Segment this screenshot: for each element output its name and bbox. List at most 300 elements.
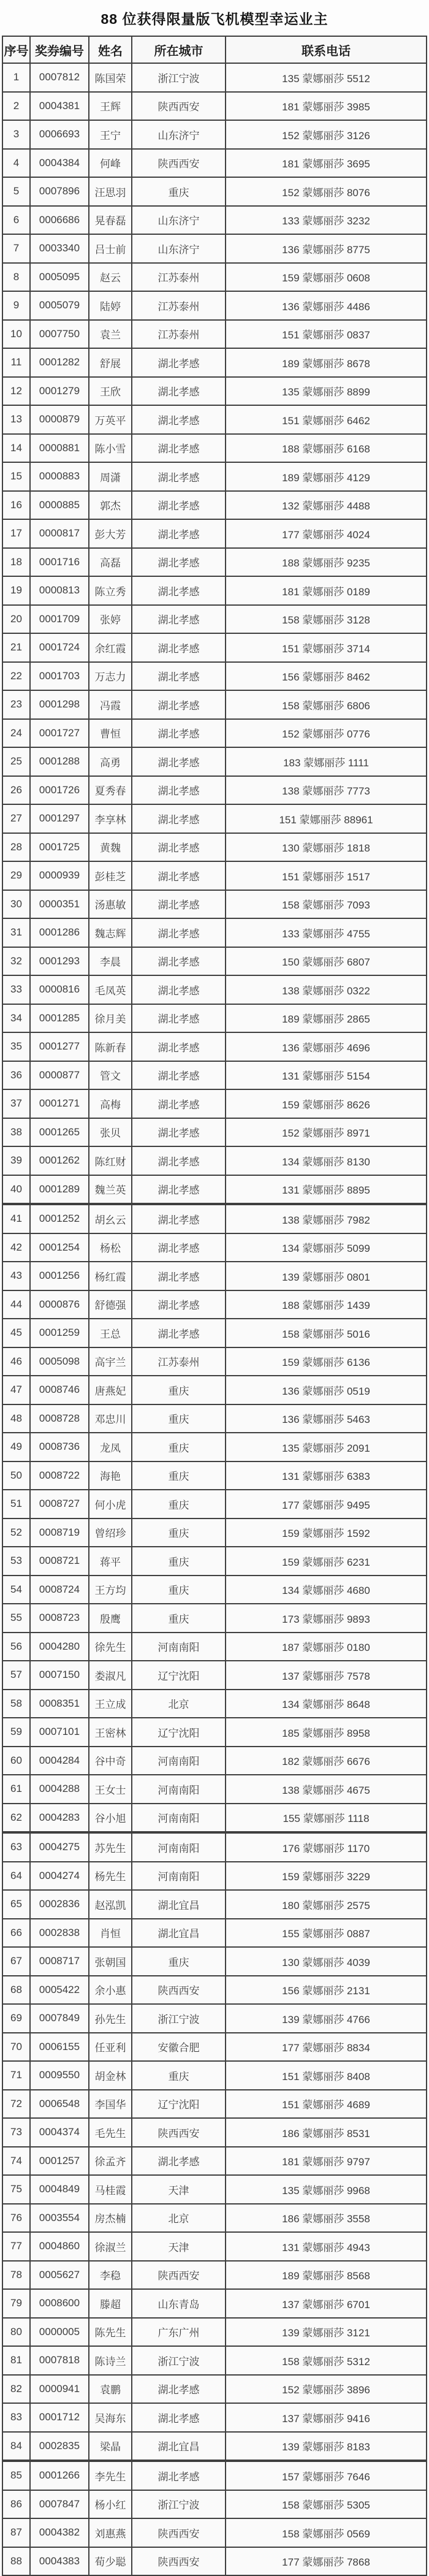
- serial-cell: 25: [2, 747, 30, 776]
- serial-cell: 63: [2, 1832, 30, 1862]
- phone-cell: 158 蒙娜丽莎 0569: [226, 2518, 427, 2547]
- city-cell: 重庆: [132, 1490, 226, 1519]
- table-row: [2, 462, 427, 491]
- name-cell: 唐燕妃: [89, 1376, 132, 1404]
- ticket-cell: 0001726: [30, 776, 89, 805]
- serial-cell: 60: [2, 1747, 30, 1775]
- name-cell: 陈先生: [89, 2318, 132, 2347]
- serial-cell: 13: [2, 405, 30, 434]
- ticket-cell: 0007150: [30, 1661, 89, 1690]
- name-cell: 王辉: [89, 92, 132, 121]
- table-row: [2, 2403, 427, 2432]
- ticket-cell: 0004288: [30, 1775, 89, 1804]
- name-cell: 夏秀春: [89, 776, 132, 805]
- city-cell: 湖北孝感: [132, 861, 226, 890]
- serial-cell: 31: [2, 918, 30, 947]
- name-cell: 周潇: [89, 462, 132, 491]
- name-cell: 吴海东: [89, 2403, 132, 2432]
- city-cell: 湖北孝感: [132, 719, 226, 748]
- ticket-cell: 0006686: [30, 206, 89, 235]
- ticket-cell: 0001256: [30, 1262, 89, 1290]
- table-row: [2, 120, 427, 149]
- table-row: [2, 1862, 427, 1891]
- phone-cell: 151 蒙娜丽莎 6462: [226, 405, 427, 434]
- name-cell: 陈红财: [89, 1146, 132, 1175]
- table-row: [2, 2375, 427, 2404]
- table-row: [2, 1718, 427, 1747]
- city-cell: 河南南阳: [132, 1862, 226, 1891]
- phone-cell: 186 蒙娜丽莎 3558: [226, 2204, 427, 2233]
- name-cell: 杨小红: [89, 2490, 132, 2519]
- table-row: [2, 2432, 427, 2461]
- city-cell: 重庆: [132, 1519, 226, 1547]
- serial-cell: 20: [2, 605, 30, 634]
- city-cell: 天津: [132, 2232, 226, 2261]
- name-cell: 高勇: [89, 747, 132, 776]
- city-cell: 江苏泰州: [132, 263, 226, 292]
- ticket-cell: 0001727: [30, 719, 89, 748]
- table-row: [2, 291, 427, 320]
- city-cell: 陕西西安: [132, 1976, 226, 2005]
- table-row: [2, 491, 427, 520]
- city-cell: 湖北宜昌: [132, 1919, 226, 1948]
- phone-cell: 181 蒙娜丽莎 3985: [226, 92, 427, 121]
- city-cell: 辽宁沈阳: [132, 1718, 226, 1747]
- serial-cell: 42: [2, 1233, 30, 1262]
- table-row: [2, 348, 427, 377]
- table-row: [2, 2346, 427, 2375]
- header-city: 所在城市: [132, 36, 226, 63]
- city-cell: 河南南阳: [132, 1747, 226, 1775]
- city-cell: 湖北孝感: [132, 1032, 226, 1061]
- phone-cell: 158 蒙娜丽莎 5312: [226, 2346, 427, 2375]
- phone-cell: 130 蒙娜丽莎 4039: [226, 1947, 427, 1976]
- name-cell: 晃春磊: [89, 206, 132, 235]
- phone-cell: 181 蒙娜丽莎 3695: [226, 149, 427, 178]
- ticket-cell: 0001259: [30, 1319, 89, 1347]
- phone-cell: 139 蒙娜丽莎 4766: [226, 2004, 427, 2033]
- name-cell: 李先生: [89, 2461, 132, 2490]
- phone-cell: 181 蒙娜丽莎 0189: [226, 576, 427, 605]
- ticket-cell: 0008722: [30, 1461, 89, 1490]
- city-cell: 湖北孝感: [132, 1204, 226, 1233]
- city-cell: 湖北孝感: [132, 1319, 226, 1347]
- phone-cell: 138 蒙娜丽莎 7773: [226, 776, 427, 805]
- table-row: [2, 2547, 427, 2576]
- name-cell: 陈诗兰: [89, 2346, 132, 2375]
- city-cell: 重庆: [132, 1604, 226, 1633]
- serial-cell: 55: [2, 1604, 30, 1633]
- phone-cell: 135 蒙娜丽莎 8899: [226, 377, 427, 406]
- city-cell: 山东济宁: [132, 120, 226, 149]
- serial-cell: 19: [2, 576, 30, 605]
- ticket-cell: 0000939: [30, 861, 89, 890]
- serial-cell: 17: [2, 519, 30, 548]
- name-cell: 海艳: [89, 1461, 132, 1490]
- city-cell: 湖北孝感: [132, 1175, 226, 1205]
- name-cell: 徐孟齐: [89, 2147, 132, 2176]
- name-cell: 杨松: [89, 1233, 132, 1262]
- city-cell: 陕西西安: [132, 2118, 226, 2147]
- city-cell: 河南南阳: [132, 1804, 226, 1833]
- serial-cell: 44: [2, 1290, 30, 1319]
- phone-cell: 158 蒙娜丽莎 3128: [226, 605, 427, 634]
- city-cell: 湖北孝感: [132, 747, 226, 776]
- city-cell: 河南南阳: [132, 1775, 226, 1804]
- city-cell: 湖北孝感: [132, 633, 226, 662]
- city-cell: 湖北孝感: [132, 1290, 226, 1319]
- city-cell: 湖北孝感: [132, 348, 226, 377]
- name-cell: 王女士: [89, 1775, 132, 1804]
- table-row: [2, 576, 427, 605]
- ticket-cell: 0007750: [30, 320, 89, 349]
- phone-cell: 151 蒙娜丽莎 8408: [226, 2061, 427, 2090]
- phone-cell: 152 蒙娜丽莎 3126: [226, 120, 427, 149]
- name-cell: 汪思羽: [89, 177, 132, 206]
- serial-cell: 81: [2, 2346, 30, 2375]
- city-cell: 湖北孝感: [132, 947, 226, 976]
- table-row: [2, 947, 427, 976]
- table-row: [2, 719, 427, 748]
- phone-cell: 138 蒙娜丽莎 0322: [226, 975, 427, 1004]
- serial-cell: 52: [2, 1519, 30, 1547]
- serial-cell: 79: [2, 2289, 30, 2318]
- table-row: [2, 377, 427, 406]
- phone-cell: 156 蒙娜丽莎 2131: [226, 1976, 427, 2005]
- table-row: [2, 2232, 427, 2261]
- ticket-cell: 0006693: [30, 120, 89, 149]
- ticket-cell: 0000883: [30, 462, 89, 491]
- name-cell: 龙凤: [89, 1433, 132, 1461]
- city-cell: 湖北孝感: [132, 405, 226, 434]
- header-serial: 序号: [2, 36, 30, 63]
- city-cell: 山东济宁: [132, 206, 226, 235]
- serial-cell: 23: [2, 690, 30, 719]
- city-cell: 北京: [132, 2204, 226, 2233]
- ticket-cell: 0008600: [30, 2289, 89, 2318]
- name-cell: 谷小旭: [89, 1804, 132, 1833]
- serial-cell: 54: [2, 1576, 30, 1604]
- name-cell: 徐先生: [89, 1633, 132, 1661]
- table-row: [2, 548, 427, 577]
- table-row: [2, 1976, 427, 2005]
- phone-cell: 131 蒙娜丽莎 5154: [226, 1061, 427, 1090]
- name-cell: 娄淑凡: [89, 1661, 132, 1690]
- phone-cell: 157 蒙娜丽莎 7646: [226, 2461, 427, 2490]
- serial-cell: 62: [2, 1804, 30, 1833]
- table-row: [2, 1832, 427, 1862]
- city-cell: 重庆: [132, 1376, 226, 1404]
- ticket-cell: 0006548: [30, 2090, 89, 2119]
- table-row: [2, 2118, 427, 2147]
- phone-cell: 134 蒙娜丽莎 5099: [226, 1233, 427, 1262]
- serial-cell: 71: [2, 2061, 30, 2090]
- serial-cell: 69: [2, 2004, 30, 2033]
- phone-cell: 137 蒙娜丽莎 6701: [226, 2289, 427, 2318]
- phone-cell: 139 蒙娜丽莎 8183: [226, 2432, 427, 2461]
- name-cell: 余小惠: [89, 1976, 132, 2005]
- city-cell: 湖北孝感: [132, 1004, 226, 1033]
- ticket-cell: 0007896: [30, 177, 89, 206]
- serial-cell: 9: [2, 291, 30, 320]
- serial-cell: 33: [2, 975, 30, 1004]
- name-cell: 王欣: [89, 377, 132, 406]
- ticket-cell: 0001285: [30, 1004, 89, 1033]
- table-row: [2, 2061, 427, 2090]
- ticket-cell: 0001724: [30, 633, 89, 662]
- name-cell: 苏先生: [89, 1832, 132, 1862]
- phone-cell: 158 蒙娜丽莎 5016: [226, 1319, 427, 1347]
- city-cell: 江苏泰州: [132, 291, 226, 320]
- ticket-cell: 0008351: [30, 1690, 89, 1718]
- city-cell: 湖北孝感: [132, 2403, 226, 2432]
- serial-cell: 68: [2, 1976, 30, 2005]
- serial-cell: 73: [2, 2118, 30, 2147]
- ticket-cell: 0003340: [30, 234, 89, 263]
- phone-cell: 159 蒙娜丽莎 6136: [226, 1347, 427, 1376]
- city-cell: 湖北宜昌: [132, 1890, 226, 1919]
- name-cell: 徐月美: [89, 1004, 132, 1033]
- table-row: [2, 1919, 427, 1948]
- city-cell: 湖北孝感: [132, 833, 226, 862]
- phone-cell: 152 蒙娜丽莎 3896: [226, 2375, 427, 2404]
- ticket-cell: 0004381: [30, 92, 89, 121]
- serial-cell: 35: [2, 1032, 30, 1061]
- phone-cell: 158 蒙娜丽莎 7093: [226, 890, 427, 919]
- serial-cell: 47: [2, 1376, 30, 1404]
- phone-cell: 137 蒙娜丽莎 9416: [226, 2403, 427, 2432]
- table-row: [2, 1775, 427, 1804]
- phone-cell: 155 蒙娜丽莎 0887: [226, 1919, 427, 1948]
- name-cell: 李稳: [89, 2261, 132, 2290]
- ticket-cell: 0006155: [30, 2033, 89, 2062]
- city-cell: 湖北孝感: [132, 975, 226, 1004]
- phone-cell: 186 蒙娜丽莎 8531: [226, 2118, 427, 2147]
- city-cell: 湖北孝感: [132, 548, 226, 577]
- ticket-cell: 0005422: [30, 1976, 89, 2005]
- serial-cell: 21: [2, 633, 30, 662]
- ticket-cell: 0005098: [30, 1347, 89, 1376]
- table-row: [2, 2033, 427, 2062]
- phone-cell: 151 蒙娜丽莎 4689: [226, 2090, 427, 2119]
- table-row: [2, 833, 427, 862]
- name-cell: 李国华: [89, 2090, 132, 2119]
- name-cell: 袁兰: [89, 320, 132, 349]
- ticket-cell: 0001254: [30, 1233, 89, 1262]
- name-cell: 房杰楠: [89, 2204, 132, 2233]
- city-cell: 安徽合肥: [132, 2033, 226, 2062]
- city-cell: 辽宁沈阳: [132, 1661, 226, 1690]
- city-cell: 江苏泰州: [132, 320, 226, 349]
- name-cell: 陈国荣: [89, 63, 132, 92]
- ticket-cell: 0001277: [30, 1032, 89, 1061]
- phone-cell: 188 蒙娜丽莎 1439: [226, 1290, 427, 1319]
- ticket-cell: 0004384: [30, 149, 89, 178]
- name-cell: 王立成: [89, 1690, 132, 1718]
- phone-cell: 136 蒙娜丽莎 4696: [226, 1032, 427, 1061]
- serial-cell: 15: [2, 462, 30, 491]
- phone-cell: 137 蒙娜丽莎 7578: [226, 1661, 427, 1690]
- phone-cell: 151 蒙娜丽莎 0837: [226, 320, 427, 349]
- serial-cell: 12: [2, 377, 30, 406]
- city-cell: 天津: [132, 2175, 226, 2204]
- serial-cell: 50: [2, 1461, 30, 1490]
- phone-cell: 189 蒙娜丽莎 8678: [226, 348, 427, 377]
- winners-table-body: [2, 63, 427, 2575]
- table-row: [2, 2004, 427, 2033]
- ticket-cell: 0001257: [30, 2147, 89, 2176]
- city-cell: 陕西西安: [132, 149, 226, 178]
- name-cell: 王方均: [89, 1576, 132, 1604]
- phone-cell: 159 蒙娜丽莎 8626: [226, 1089, 427, 1118]
- phone-cell: 133 蒙娜丽莎 4755: [226, 918, 427, 947]
- city-cell: 浙江宁波: [132, 2346, 226, 2375]
- serial-cell: 4: [2, 149, 30, 178]
- table-row: [2, 2461, 427, 2490]
- ticket-cell: 0000881: [30, 434, 89, 463]
- table-row: [2, 1604, 427, 1633]
- city-cell: 湖北孝感: [132, 2375, 226, 2404]
- city-cell: 辽宁沈阳: [132, 2090, 226, 2119]
- phone-cell: 138 蒙娜丽莎 4675: [226, 1775, 427, 1804]
- table-row: [2, 320, 427, 349]
- ticket-cell: 0001289: [30, 1175, 89, 1205]
- city-cell: 湖北孝感: [132, 918, 226, 947]
- ticket-cell: 0004383: [30, 2547, 89, 2576]
- serial-cell: 66: [2, 1919, 30, 1948]
- phone-cell: 136 蒙娜丽莎 0519: [226, 1376, 427, 1404]
- serial-cell: 85: [2, 2461, 30, 2490]
- ticket-cell: 0000817: [30, 519, 89, 548]
- table-row: [2, 2289, 427, 2318]
- name-cell: 曹恒: [89, 719, 132, 748]
- serial-cell: 51: [2, 1490, 30, 1519]
- header-ticket: 奖券编号: [30, 36, 89, 63]
- table-row: [2, 1290, 427, 1319]
- city-cell: 湖北孝感: [132, 2147, 226, 2176]
- phone-cell: 159 蒙娜丽莎 6231: [226, 1547, 427, 1576]
- name-cell: 万英平: [89, 405, 132, 434]
- phone-cell: 158 蒙娜丽莎 6806: [226, 690, 427, 719]
- table-row: [2, 1146, 427, 1175]
- name-cell: 张婷: [89, 605, 132, 634]
- serial-cell: 14: [2, 434, 30, 463]
- table-row: [2, 662, 427, 691]
- serial-cell: 11: [2, 348, 30, 377]
- phone-cell: 131 蒙娜丽莎 8895: [226, 1175, 427, 1205]
- serial-cell: 28: [2, 833, 30, 862]
- city-cell: 重庆: [132, 2061, 226, 2090]
- name-cell: 李享林: [89, 804, 132, 833]
- city-cell: 湖北孝感: [132, 434, 226, 463]
- table-row: [2, 92, 427, 121]
- table-row: [2, 2204, 427, 2233]
- city-cell: 浙江宁波: [132, 63, 226, 92]
- ticket-cell: 0005627: [30, 2261, 89, 2290]
- name-cell: 赵泓凯: [89, 1890, 132, 1919]
- table-row: [2, 2518, 427, 2547]
- name-cell: 曾绍珍: [89, 1519, 132, 1547]
- ticket-cell: 0008724: [30, 1576, 89, 1604]
- serial-cell: 29: [2, 861, 30, 890]
- table-row: [2, 2175, 427, 2204]
- city-cell: 湖北孝感: [132, 576, 226, 605]
- phone-cell: 189 蒙娜丽莎 4129: [226, 462, 427, 491]
- ticket-cell: 0001271: [30, 1089, 89, 1118]
- ticket-cell: 0004382: [30, 2518, 89, 2547]
- serial-cell: 5: [2, 177, 30, 206]
- table-row: [2, 1233, 427, 1262]
- city-cell: 湖北孝感: [132, 1118, 226, 1147]
- page-title: 88 位获得限量版飞机模型幸运业主: [101, 11, 328, 27]
- table-row: [2, 1262, 427, 1290]
- table-row: [2, 1175, 427, 1205]
- name-cell: 胡金林: [89, 2061, 132, 2090]
- phone-cell: 136 蒙娜丽莎 4486: [226, 291, 427, 320]
- city-cell: 重庆: [132, 1547, 226, 1576]
- phone-cell: 173 蒙娜丽莎 9893: [226, 1604, 427, 1633]
- phone-cell: 189 蒙娜丽莎 2865: [226, 1004, 427, 1033]
- ticket-cell: 0004284: [30, 1747, 89, 1775]
- ticket-cell: 0001297: [30, 804, 89, 833]
- table-row: [2, 434, 427, 463]
- name-cell: 袁鹏: [89, 2375, 132, 2404]
- table-row: [2, 234, 427, 263]
- table-row: [2, 149, 427, 178]
- name-cell: 赵云: [89, 263, 132, 292]
- city-cell: 湖北宜昌: [132, 2432, 226, 2461]
- ticket-cell: 0001252: [30, 1204, 89, 1233]
- ticket-cell: 0000816: [30, 975, 89, 1004]
- city-cell: 湖北孝感: [132, 519, 226, 548]
- table-row: [2, 263, 427, 292]
- table-row: [2, 1319, 427, 1347]
- city-cell: 湖北孝感: [132, 462, 226, 491]
- serial-cell: 3: [2, 120, 30, 149]
- serial-cell: 27: [2, 804, 30, 833]
- serial-cell: 43: [2, 1262, 30, 1290]
- table-row: [2, 776, 427, 805]
- ticket-cell: 0007101: [30, 1718, 89, 1747]
- serial-cell: 18: [2, 548, 30, 577]
- table-row: [2, 1376, 427, 1404]
- ticket-cell: 0000885: [30, 491, 89, 520]
- phone-cell: 135 蒙娜丽莎 2091: [226, 1433, 427, 1461]
- phone-cell: 177 蒙娜丽莎 4024: [226, 519, 427, 548]
- ticket-cell: 0009550: [30, 2061, 89, 2090]
- phone-cell: 151 蒙娜丽莎 3714: [226, 633, 427, 662]
- name-cell: 魏志辉: [89, 918, 132, 947]
- phone-cell: 180 蒙娜丽莎 2575: [226, 1890, 427, 1919]
- name-cell: 高磊: [89, 548, 132, 577]
- table-row: [2, 804, 427, 833]
- table-row: [2, 1547, 427, 1576]
- serial-cell: 30: [2, 890, 30, 919]
- table-row: [2, 1461, 427, 1490]
- table-row: [2, 206, 427, 235]
- phone-cell: 176 蒙娜丽莎 1170: [226, 1832, 427, 1862]
- name-cell: 蒋平: [89, 1547, 132, 1576]
- name-cell: 管文: [89, 1061, 132, 1090]
- city-cell: 陕西西安: [132, 2518, 226, 2547]
- ticket-cell: 0001262: [30, 1146, 89, 1175]
- ticket-cell: 0004274: [30, 1862, 89, 1891]
- table-row: [2, 1519, 427, 1547]
- name-cell: 陈新春: [89, 1032, 132, 1061]
- ticket-cell: 0001703: [30, 662, 89, 691]
- table-row: [2, 63, 427, 92]
- ticket-cell: 0000941: [30, 2375, 89, 2404]
